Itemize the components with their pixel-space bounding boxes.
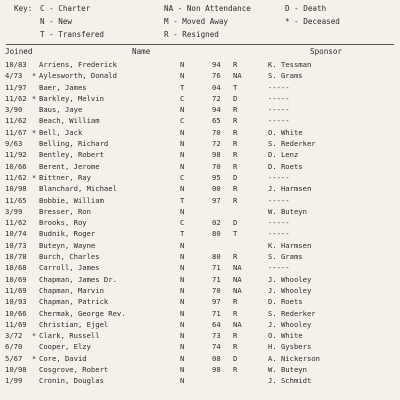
status-code: T (180, 229, 185, 239)
status-code: C (180, 218, 185, 228)
status-code: N (180, 365, 185, 375)
deceased-mark: * (31, 71, 37, 81)
table-row (0, 127, 400, 138)
end-reason: NA (233, 274, 242, 284)
status-code: C (180, 93, 185, 103)
sponsor-name: W. Buteyn (268, 206, 307, 216)
table-row (0, 330, 400, 341)
joined-date: 11/92 (5, 150, 27, 160)
column-header-joined: Joined (5, 47, 33, 56)
end-year: 70 (212, 161, 221, 171)
end-year: 02 (212, 218, 221, 228)
joined-date: 6/70 (5, 342, 23, 352)
column-header-sponsor: Sponsor (310, 47, 343, 56)
end-reason: R (233, 342, 238, 352)
table-row (0, 353, 400, 364)
member-name: Brooks, Roy (39, 218, 87, 228)
table-row (0, 82, 400, 93)
end-reason: D (233, 172, 238, 182)
status-code: N (180, 105, 185, 115)
deceased-mark: * (31, 172, 37, 182)
table-row (0, 93, 400, 104)
member-name: Core, David (39, 353, 87, 363)
sponsor-name: O. White (268, 331, 303, 341)
status-code: N (180, 308, 185, 318)
status-code: N (180, 184, 185, 194)
status-code: N (180, 139, 185, 149)
end-reason: D (233, 218, 238, 228)
table-row (0, 206, 400, 217)
end-reason: R (233, 252, 238, 262)
sponsor-name: ----- (268, 105, 290, 115)
header-rule (6, 44, 394, 45)
status-code: C (180, 172, 185, 182)
table-row (0, 195, 400, 206)
end-year: 80 (212, 229, 221, 239)
end-reason: R (233, 60, 238, 69)
status-code: N (180, 127, 185, 137)
sponsor-name: ----- (268, 93, 290, 103)
sponsor-name: ----- (268, 82, 290, 92)
table-row (0, 341, 400, 352)
status-code: T (180, 195, 185, 205)
joined-date: 11/69 (5, 285, 27, 295)
status-code: N (180, 252, 185, 262)
end-reason: NA (233, 263, 242, 273)
status-code: N (180, 297, 185, 307)
member-name: Cronin, Douglas (39, 376, 104, 386)
joined-date: 10/78 (5, 252, 27, 262)
member-name: Chapman, Patrick (39, 297, 109, 307)
sponsor-name: A. Nickerson (268, 353, 320, 363)
member-name: Cosgrove, Robert (39, 365, 109, 375)
table-row (0, 115, 400, 126)
end-year: 94 (212, 60, 221, 69)
status-code: N (180, 263, 185, 273)
end-year: 70 (212, 127, 221, 137)
end-year: 80 (212, 252, 221, 262)
sponsor-name: ----- (268, 263, 290, 273)
key-item-moved-away: M - Moved Away (164, 17, 229, 26)
key-item-non-attendance: NA - Non Attendance (164, 4, 251, 13)
status-code: N (180, 60, 185, 69)
joined-date: 5/67 (5, 353, 23, 363)
end-reason: NA (233, 71, 242, 81)
joined-date: 9/63 (5, 139, 23, 149)
table-row (0, 217, 400, 228)
member-name: Bittner, Ray (39, 172, 91, 182)
end-reason: NA (233, 319, 242, 329)
status-code: N (180, 331, 185, 341)
end-year: 97 (212, 195, 221, 205)
joined-date: 11/62 (5, 116, 27, 126)
end-year: 70 (212, 285, 221, 295)
sponsor-name: S. Grams (268, 252, 303, 262)
legend-key (0, 2, 400, 42)
joined-date: 10/98 (5, 365, 27, 375)
key-item-transfered: T - Transfered (40, 30, 105, 39)
joined-date: 10/83 (5, 60, 27, 69)
end-year: 64 (212, 319, 221, 329)
table-row (0, 172, 400, 183)
member-name: Beach, William (39, 116, 100, 126)
table-row (0, 308, 400, 319)
end-year: 95 (212, 172, 221, 182)
status-code: N (180, 319, 185, 329)
joined-date: 10/73 (5, 240, 27, 250)
end-year: 04 (212, 82, 221, 92)
member-name: Bentley, Robert (39, 150, 104, 160)
end-year: 72 (212, 139, 221, 149)
joined-date: 11/97 (5, 82, 27, 92)
member-name: Chapman, James Dr. (39, 274, 117, 284)
member-name: Burch, Charles (39, 252, 100, 262)
member-name: Arriens, Frederick (39, 60, 117, 69)
table-row (0, 70, 400, 81)
sponsor-name: J. Schmidt (268, 376, 312, 386)
sponsor-name: S. Rederker (268, 139, 316, 149)
key-item-charter: C - Charter (40, 4, 91, 13)
deceased-mark: * (31, 331, 37, 341)
sponsor-name: ----- (268, 229, 290, 239)
end-reason: R (233, 150, 238, 160)
sponsor-name: J. Whooley (268, 319, 312, 329)
status-code: N (180, 342, 185, 352)
member-name: Chapman, Marvin (39, 285, 104, 295)
joined-date: 11/67 (5, 127, 27, 137)
table-row (0, 161, 400, 172)
end-reason: R (233, 331, 238, 341)
end-year: 65 (212, 116, 221, 126)
roster-table (0, 59, 400, 387)
end-reason: R (233, 161, 238, 171)
status-code: T (180, 82, 185, 92)
member-name: Christian, Ejgel (39, 319, 109, 329)
joined-date: 10/93 (5, 297, 27, 307)
end-year: 98 (212, 150, 221, 160)
sponsor-name: J. Whooley (268, 274, 312, 284)
end-reason: D (233, 353, 238, 363)
table-row (0, 251, 400, 262)
key-item-deceased: * - Deceased (285, 17, 340, 26)
joined-date: 1/99 (5, 376, 23, 386)
joined-date: 4/73 (5, 71, 23, 81)
end-reason: D (233, 93, 238, 103)
sponsor-name: D. Roets (268, 161, 303, 171)
end-reason: R (233, 365, 238, 375)
joined-date: 11/62 (5, 172, 27, 182)
status-code: N (180, 274, 185, 284)
end-reason: R (233, 195, 238, 205)
sponsor-name: K. Tessman (268, 60, 312, 69)
joined-date: 10/68 (5, 263, 27, 273)
sponsor-name: W. Buteyn (268, 365, 307, 375)
member-name: Clark, Russell (39, 331, 100, 341)
sponsor-name: S. Grams (268, 71, 303, 81)
end-year: 74 (212, 342, 221, 352)
member-name: Carroll, James (39, 263, 100, 273)
sponsor-name: ----- (268, 195, 290, 205)
sponsor-name: O. White (268, 127, 303, 137)
end-year: 71 (212, 308, 221, 318)
member-name: Bell, Jack (39, 127, 83, 137)
sponsor-name: J. Harmsen (268, 184, 312, 194)
member-name: Cooper, Elzy (39, 342, 91, 352)
sponsor-name: ----- (268, 172, 290, 182)
sponsor-name: ----- (268, 116, 290, 126)
key-label: Key: (14, 4, 33, 13)
member-name: Chermak, George Rev. (39, 308, 126, 318)
deceased-mark: * (31, 93, 37, 103)
table-row (0, 149, 400, 160)
sponsor-name: D. Lenz (268, 150, 299, 160)
table-row (0, 138, 400, 149)
joined-date: 11/62 (5, 218, 27, 228)
end-reason: R (233, 184, 238, 194)
sponsor-name: K. Harmsen (268, 240, 312, 250)
status-code: N (180, 206, 185, 216)
sponsor-name: S. Rederker (268, 308, 316, 318)
member-name: Bobbie, William (39, 195, 104, 205)
end-year: 97 (212, 297, 221, 307)
member-name: Blanchard, Michael (39, 184, 117, 194)
column-header-name: Name (132, 47, 151, 56)
joined-date: 10/66 (5, 161, 27, 171)
joined-date: 3/72 (5, 331, 23, 341)
member-name: Barkley, Melvin (39, 93, 104, 103)
end-reason: R (233, 297, 238, 307)
joined-date: 10/74 (5, 229, 27, 239)
joined-date: 10/69 (5, 274, 27, 284)
member-name: Buteyn, Wayne (39, 240, 96, 250)
member-name: Berent, Jerome (39, 161, 100, 171)
end-year: 76 (212, 71, 221, 81)
end-year: 71 (212, 274, 221, 284)
end-year: 08 (212, 353, 221, 363)
status-code: N (180, 376, 185, 386)
joined-date: 11/65 (5, 195, 27, 205)
table-row (0, 183, 400, 194)
deceased-mark: * (31, 127, 37, 137)
table-row (0, 319, 400, 330)
status-code: N (180, 240, 185, 250)
end-reason: R (233, 308, 238, 318)
key-item-resigned: R - Resigned (164, 30, 219, 39)
end-year: 73 (212, 331, 221, 341)
end-reason: T (233, 82, 238, 92)
end-year: 98 (212, 365, 221, 375)
sponsor-name: H. Gysbers (268, 342, 312, 352)
status-code: N (180, 285, 185, 295)
status-code: N (180, 353, 185, 363)
end-year: 94 (212, 105, 221, 115)
table-row (0, 375, 400, 386)
member-name: Bresser, Ron (39, 206, 91, 216)
status-code: N (180, 71, 185, 81)
end-reason: R (233, 139, 238, 149)
sponsor-name: ----- (268, 218, 290, 228)
joined-date: 3/99 (5, 206, 23, 216)
end-reason: R (233, 105, 238, 115)
table-row (0, 104, 400, 115)
table-row (0, 59, 400, 70)
member-name: Budnik, Roger (39, 229, 96, 239)
table-row (0, 274, 400, 285)
member-name: Belling, Richard (39, 139, 109, 149)
table-row (0, 364, 400, 375)
table-row (0, 262, 400, 273)
joined-date: 10/98 (5, 184, 27, 194)
joined-date: 11/69 (5, 319, 27, 329)
status-code: N (180, 161, 185, 171)
deceased-mark: * (31, 353, 37, 363)
end-reason: NA (233, 285, 242, 295)
sponsor-name: J. Whooley (268, 285, 312, 295)
end-year: 71 (212, 263, 221, 273)
end-year: 00 (212, 184, 221, 194)
joined-date: 10/66 (5, 308, 27, 318)
key-item-death: D - Death (285, 4, 327, 13)
table-row (0, 285, 400, 296)
member-name: Baus, Jaye (39, 105, 83, 115)
end-year: 72 (212, 93, 221, 103)
joined-date: 3/90 (5, 105, 23, 115)
table-row (0, 296, 400, 307)
key-item-new: N - New (40, 17, 73, 26)
end-reason: R (233, 127, 238, 137)
end-reason: R (233, 116, 238, 126)
table-row (0, 228, 400, 239)
status-code: C (180, 116, 185, 126)
table-row (0, 240, 400, 251)
end-reason: T (233, 229, 238, 239)
status-code: N (180, 150, 185, 160)
sponsor-name: D. Roets (268, 297, 303, 307)
member-name: Baer, James (39, 82, 87, 92)
member-name: Aylesworth, Donald (39, 71, 117, 81)
joined-date: 11/62 (5, 93, 27, 103)
